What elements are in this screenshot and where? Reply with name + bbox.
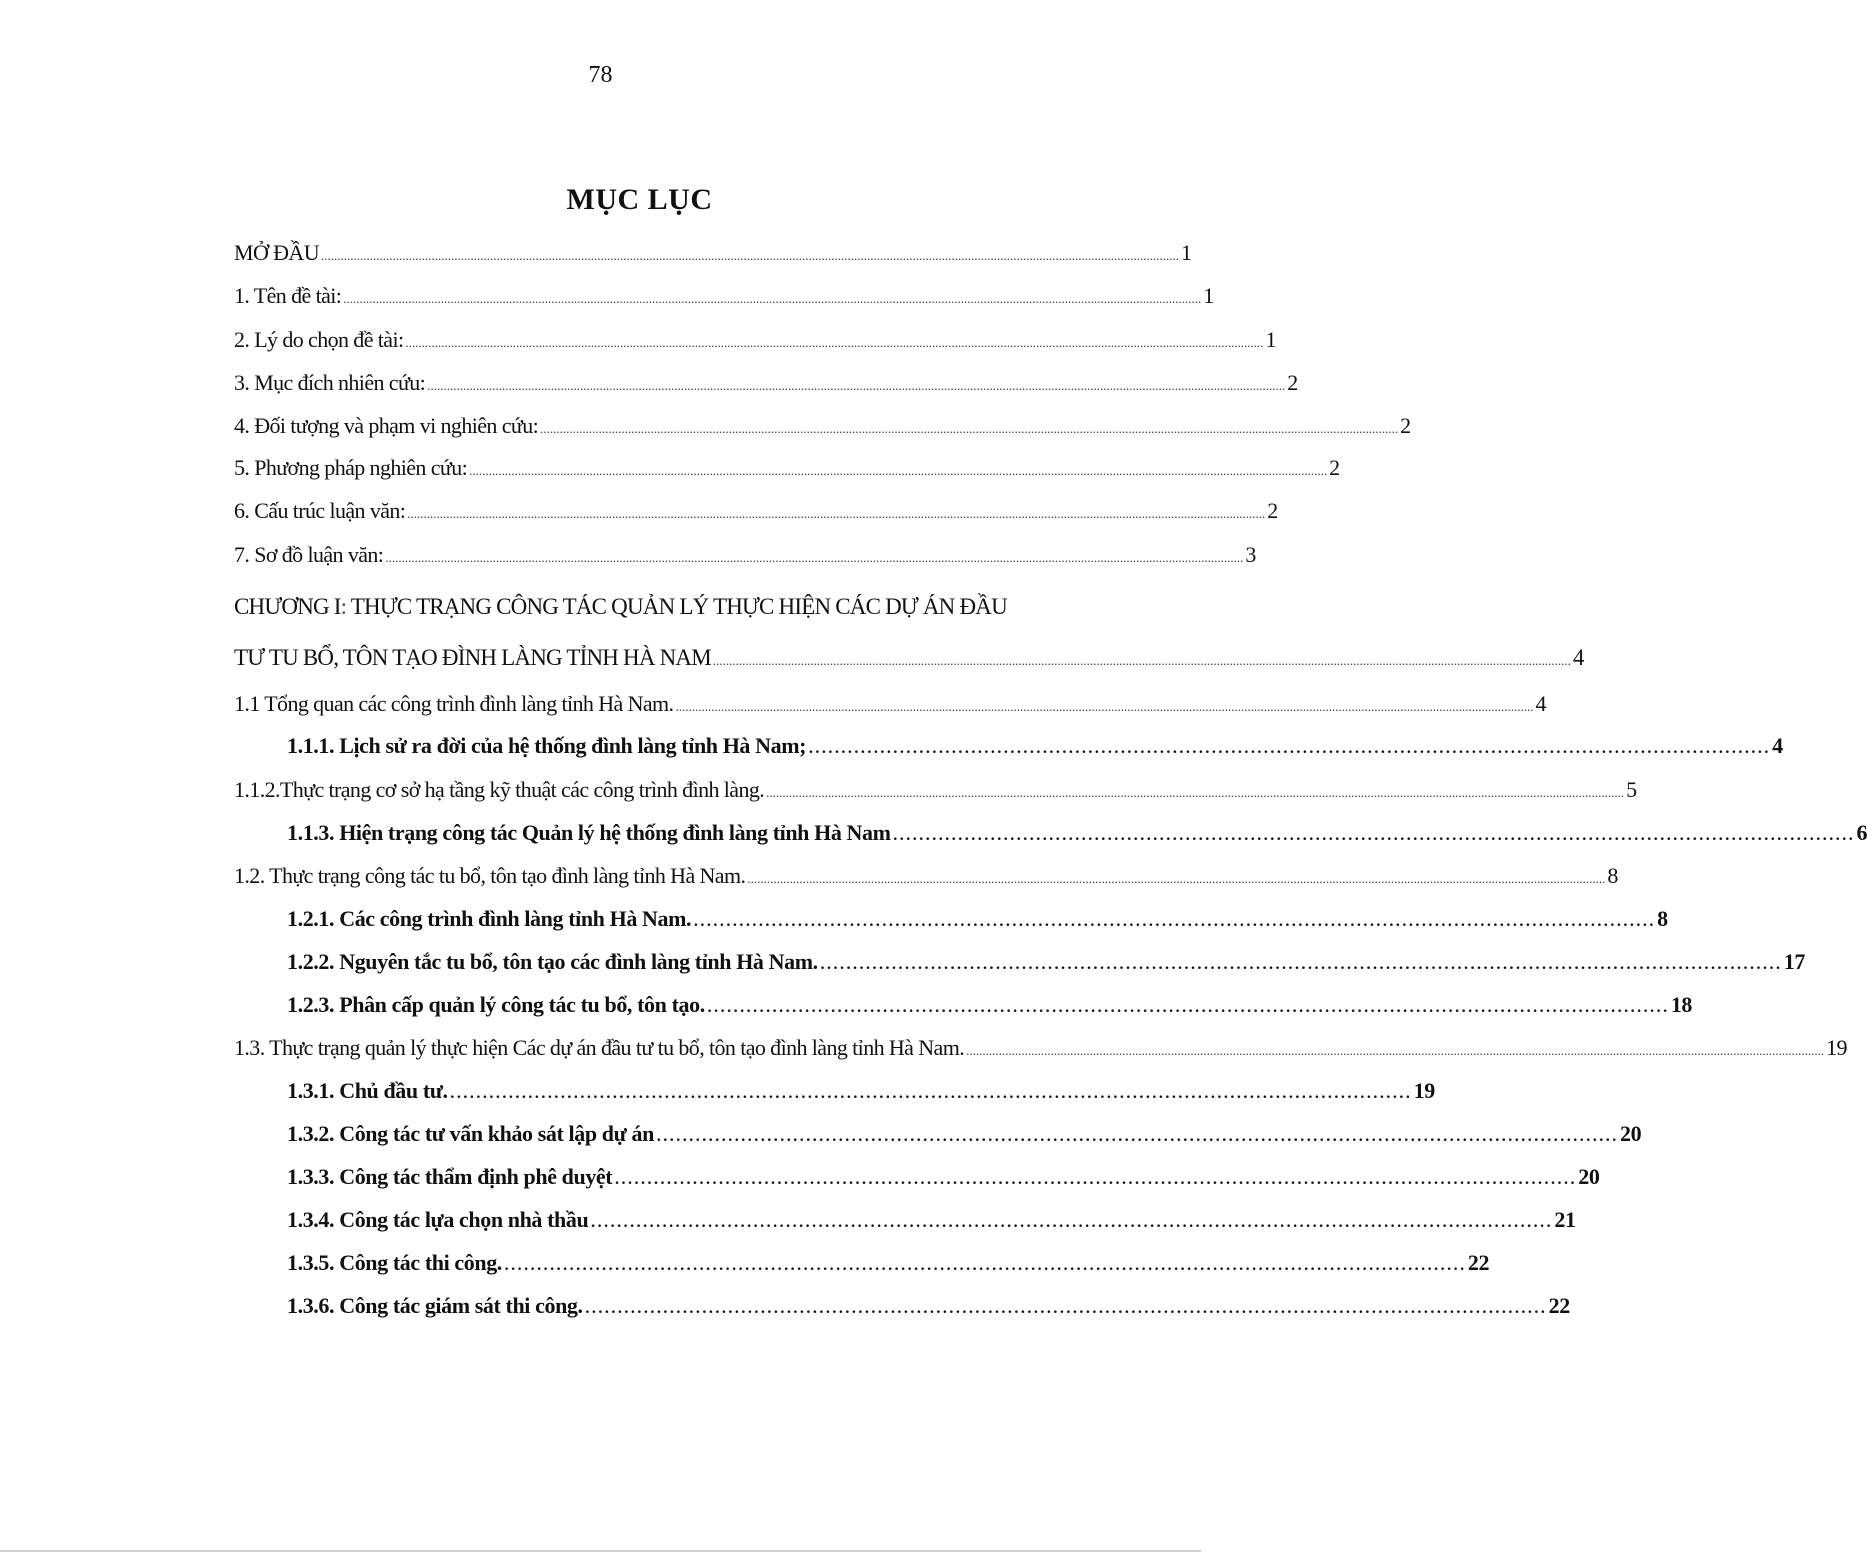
toc-entry-label: 1. Tên đề tài: (234, 283, 342, 308)
toc-entry-label: 2. Lý do chọn đề tài: (234, 327, 404, 352)
toc-entry-page: 8 (1657, 906, 1668, 931)
toc-entry-1-3-3[interactable] (287, 1164, 1600, 1190)
toc-leader-dots: ........................................................................................................................................................................................................................................................................ (469, 463, 1328, 478)
toc-entry-1-3-1[interactable] (287, 1078, 1435, 1104)
toc-entry-label: 1.2. Thực trạng công tác tu bổ, tôn tạo đình làng tỉnh Hà Nam. (234, 863, 746, 888)
toc-leader-dots: .................................................................................................................................................... (584, 1293, 1547, 1318)
toc-entry-page: 4 (1535, 691, 1546, 716)
toc-leader-dots: .................................................................................................................................................... (808, 733, 1771, 758)
toc-entry-page: 2 (1400, 413, 1411, 438)
toc-entry-1-2-3[interactable] (287, 992, 1693, 1018)
toc-entry-label: 1.3.2. Công tác tư vấn khảo sát lập dự án (287, 1121, 654, 1146)
toc-leader-dots: ........................................................................................................................................................................................................................................................................ (540, 421, 1399, 436)
toc-entry-doi-tuong[interactable] (234, 413, 1411, 439)
toc-entry-page: 4 (1772, 733, 1783, 758)
toc-entry-label: 1.2.2. Nguyên tắc tu bổ, tôn tạo các đình làng tỉnh Hà Nam. (287, 949, 818, 974)
toc-title-container (0, 183, 1201, 217)
toc-entry-ten-de-tai[interactable] (234, 283, 1214, 309)
toc-entry-page: 1 (1203, 283, 1214, 308)
toc-leader-dots: ........................................................................................................................................................................................................................................................................ (766, 785, 1625, 800)
toc-leader-dots: ........................................................................................................................................................................................................................................................................ (966, 1043, 1825, 1058)
toc-leader-dots: .................................................................................................................................................... (449, 1078, 1412, 1103)
toc-entry-page: 20 (1619, 1121, 1642, 1146)
chapter-title-part2: TƯ TU BỔ, TÔN TẠO ĐÌNH LÀNG TỈNH HÀ NAM (234, 645, 711, 670)
toc-entry-label: 1.1.1. Lịch sử ra đời của hệ thống đình làng tỉnh Hà Nam; (287, 733, 807, 758)
toc-leader-dots: .................................................................................................................................................... (590, 1207, 1553, 1232)
toc-entry-page: 2 (1287, 370, 1298, 395)
toc-entry-page: 2 (1329, 455, 1340, 480)
toc-entry-label: 1.1 Tổng quan các công trình đình làng tỉnh Hà Nam. (234, 691, 674, 716)
chapter-prefix: CHƯƠNG I (234, 594, 341, 619)
toc-entry-label: 3. Mục đích nhiên cứu: (234, 370, 426, 395)
toc-leader-dots: ........................................................................................................................................................................................................................................................................ (712, 653, 1571, 668)
toc-entry-page: 1 (1265, 327, 1276, 352)
toc-entry-label: 1.1.3. Hiện trạng công tác Quản lý hệ thống đình làng tỉnh Hà Nam (287, 820, 891, 845)
toc-entry-1-3-5[interactable] (287, 1250, 1490, 1276)
toc-entry-1-1[interactable] (234, 691, 1546, 717)
toc-entry-page: 3 (1245, 542, 1256, 567)
toc-entry-1-3[interactable] (234, 1035, 1847, 1061)
toc-entry-label: 1.3.1. Chủ đầu tư. (287, 1078, 448, 1103)
toc-entry-1-2-1[interactable] (287, 906, 1668, 932)
page-title: MỤC LỤC (566, 183, 713, 216)
toc-entry-label: 7. Sơ đồ luận văn: (234, 542, 384, 567)
toc-leader-dots: .................................................................................................................................................... (503, 1250, 1466, 1275)
toc-entry-label: 1.3.5. Công tác thi công. (287, 1250, 502, 1275)
toc-entry-label: 1.1.2.Thực trạng cơ sở hạ tầng kỹ thuật các công trình đình làng. (234, 777, 765, 802)
toc-leader-dots: ........................................................................................................................................................................................................................................................................ (675, 699, 1534, 714)
toc-leader-dots: .................................................................................................................................................... (614, 1164, 1577, 1189)
toc-entry-label: 1.2.3. Phân cấp quản lý công tác tu bổ, tôn tạo. (287, 992, 705, 1017)
chapter-colon: : (340, 594, 347, 619)
toc-entry-label: 1.3. Thực trạng quản lý thực hiện Các dự án đầu tư tu bổ, tôn tạo đình làng tỉnh Hà Nam. (234, 1035, 965, 1060)
toc-entry-label: 1.3.3. Công tác thẩm định phê duyệt (287, 1164, 613, 1189)
toc-entry-mo-dau[interactable] (234, 240, 1192, 266)
toc-entry-ly-do[interactable] (234, 327, 1276, 353)
toc-entry-label: 1.3.4. Công tác lựa chọn nhà thầu (287, 1207, 589, 1232)
toc-leader-dots: .................................................................................................................................................... (655, 1121, 1618, 1146)
toc-entry-page: 22 (1467, 1250, 1490, 1275)
toc-entry-1-1-3[interactable] (287, 820, 1867, 846)
toc-leader-dots: .................................................................................................................................................... (693, 906, 1656, 931)
toc-entry-1-3-4[interactable] (287, 1207, 1576, 1233)
toc-entry-1-3-2[interactable] (287, 1121, 1642, 1147)
toc-leader-dots: .................................................................................................................................................... (819, 949, 1782, 974)
toc-leader-dots: ........................................................................................................................................................................................................................................................................ (427, 378, 1286, 393)
toc-chapter-heading-line2[interactable] (234, 645, 1584, 671)
page-number: 78 (588, 62, 613, 88)
toc-entry-1-1-1[interactable] (287, 733, 1783, 759)
toc-entry-muc-dich[interactable] (234, 370, 1298, 396)
toc-entry-label: 5. Phương pháp nghiên cứu: (234, 455, 468, 480)
toc-leader-dots: ........................................................................................................................................................................................................................................................................ (321, 248, 1180, 263)
toc-leader-dots: ........................................................................................................................................................................................................................................................................ (747, 871, 1606, 886)
toc-entry-page: 8 (1607, 863, 1618, 888)
toc-leader-dots: .................................................................................................................................................... (706, 992, 1669, 1017)
toc-entry-page: 5 (1626, 777, 1637, 802)
toc-entry-label: 4. Đối tượng và phạm vi nghiên cứu: (234, 413, 539, 438)
toc-entry-label: 1.2.1. Các công trình đình làng tỉnh Hà Nam. (287, 906, 692, 931)
toc-entry-page: 2 (1267, 498, 1278, 523)
toc-entry-page: 21 (1554, 1207, 1576, 1232)
toc-entry-page: 4 (1572, 645, 1584, 670)
toc-entry-label: MỞ ĐẦU (234, 240, 320, 265)
toc-entry-page: 19 (1413, 1078, 1435, 1103)
toc-entry-label: 6. Cấu trúc luận văn: (234, 498, 406, 523)
toc-chapter-heading-line1[interactable] (234, 594, 1046, 620)
toc-entry-page: 18 (1670, 992, 1693, 1017)
toc-leader-dots: ........................................................................................................................................................................................................................................................................ (405, 335, 1264, 350)
toc-entry-phuong-phap[interactable] (234, 455, 1340, 481)
toc-entry-label: 1.3.6. Công tác giám sát thi công. (287, 1293, 583, 1318)
toc-entry-page: 17 (1783, 949, 1805, 974)
toc-entry-page: 22 (1548, 1293, 1570, 1318)
toc-entry-1-2[interactable] (234, 863, 1618, 889)
toc-entry-so-do[interactable] (234, 542, 1256, 568)
toc-leader-dots: ........................................................................................................................................................................................................................................................................ (407, 506, 1266, 521)
toc-leader-dots: .................................................................................................................................................... (892, 820, 1855, 845)
toc-entry-1-3-6[interactable] (287, 1293, 1570, 1319)
page-bottom-edge (0, 1550, 1201, 1552)
toc-entry-1-1-2[interactable] (234, 777, 1637, 803)
toc-entry-page: 19 (1826, 1035, 1847, 1060)
toc-entry-1-2-2[interactable] (287, 949, 1805, 975)
toc-leader-dots: ........................................................................................................................................................................................................................................................................ (343, 291, 1202, 306)
toc-entry-page: 6 (1856, 820, 1867, 845)
toc-entry-page: 1 (1181, 240, 1192, 265)
toc-entry-page: 20 (1578, 1164, 1600, 1189)
chapter-title-part1: THỰC TRẠNG CÔNG TÁC QUẢN LÝ THỰC HIỆN CÁC DỰ ÁN ĐẦU (346, 594, 1007, 619)
toc-entry-cau-truc[interactable] (234, 498, 1278, 524)
toc-leader-dots: ........................................................................................................................................................................................................................................................................ (385, 550, 1244, 565)
